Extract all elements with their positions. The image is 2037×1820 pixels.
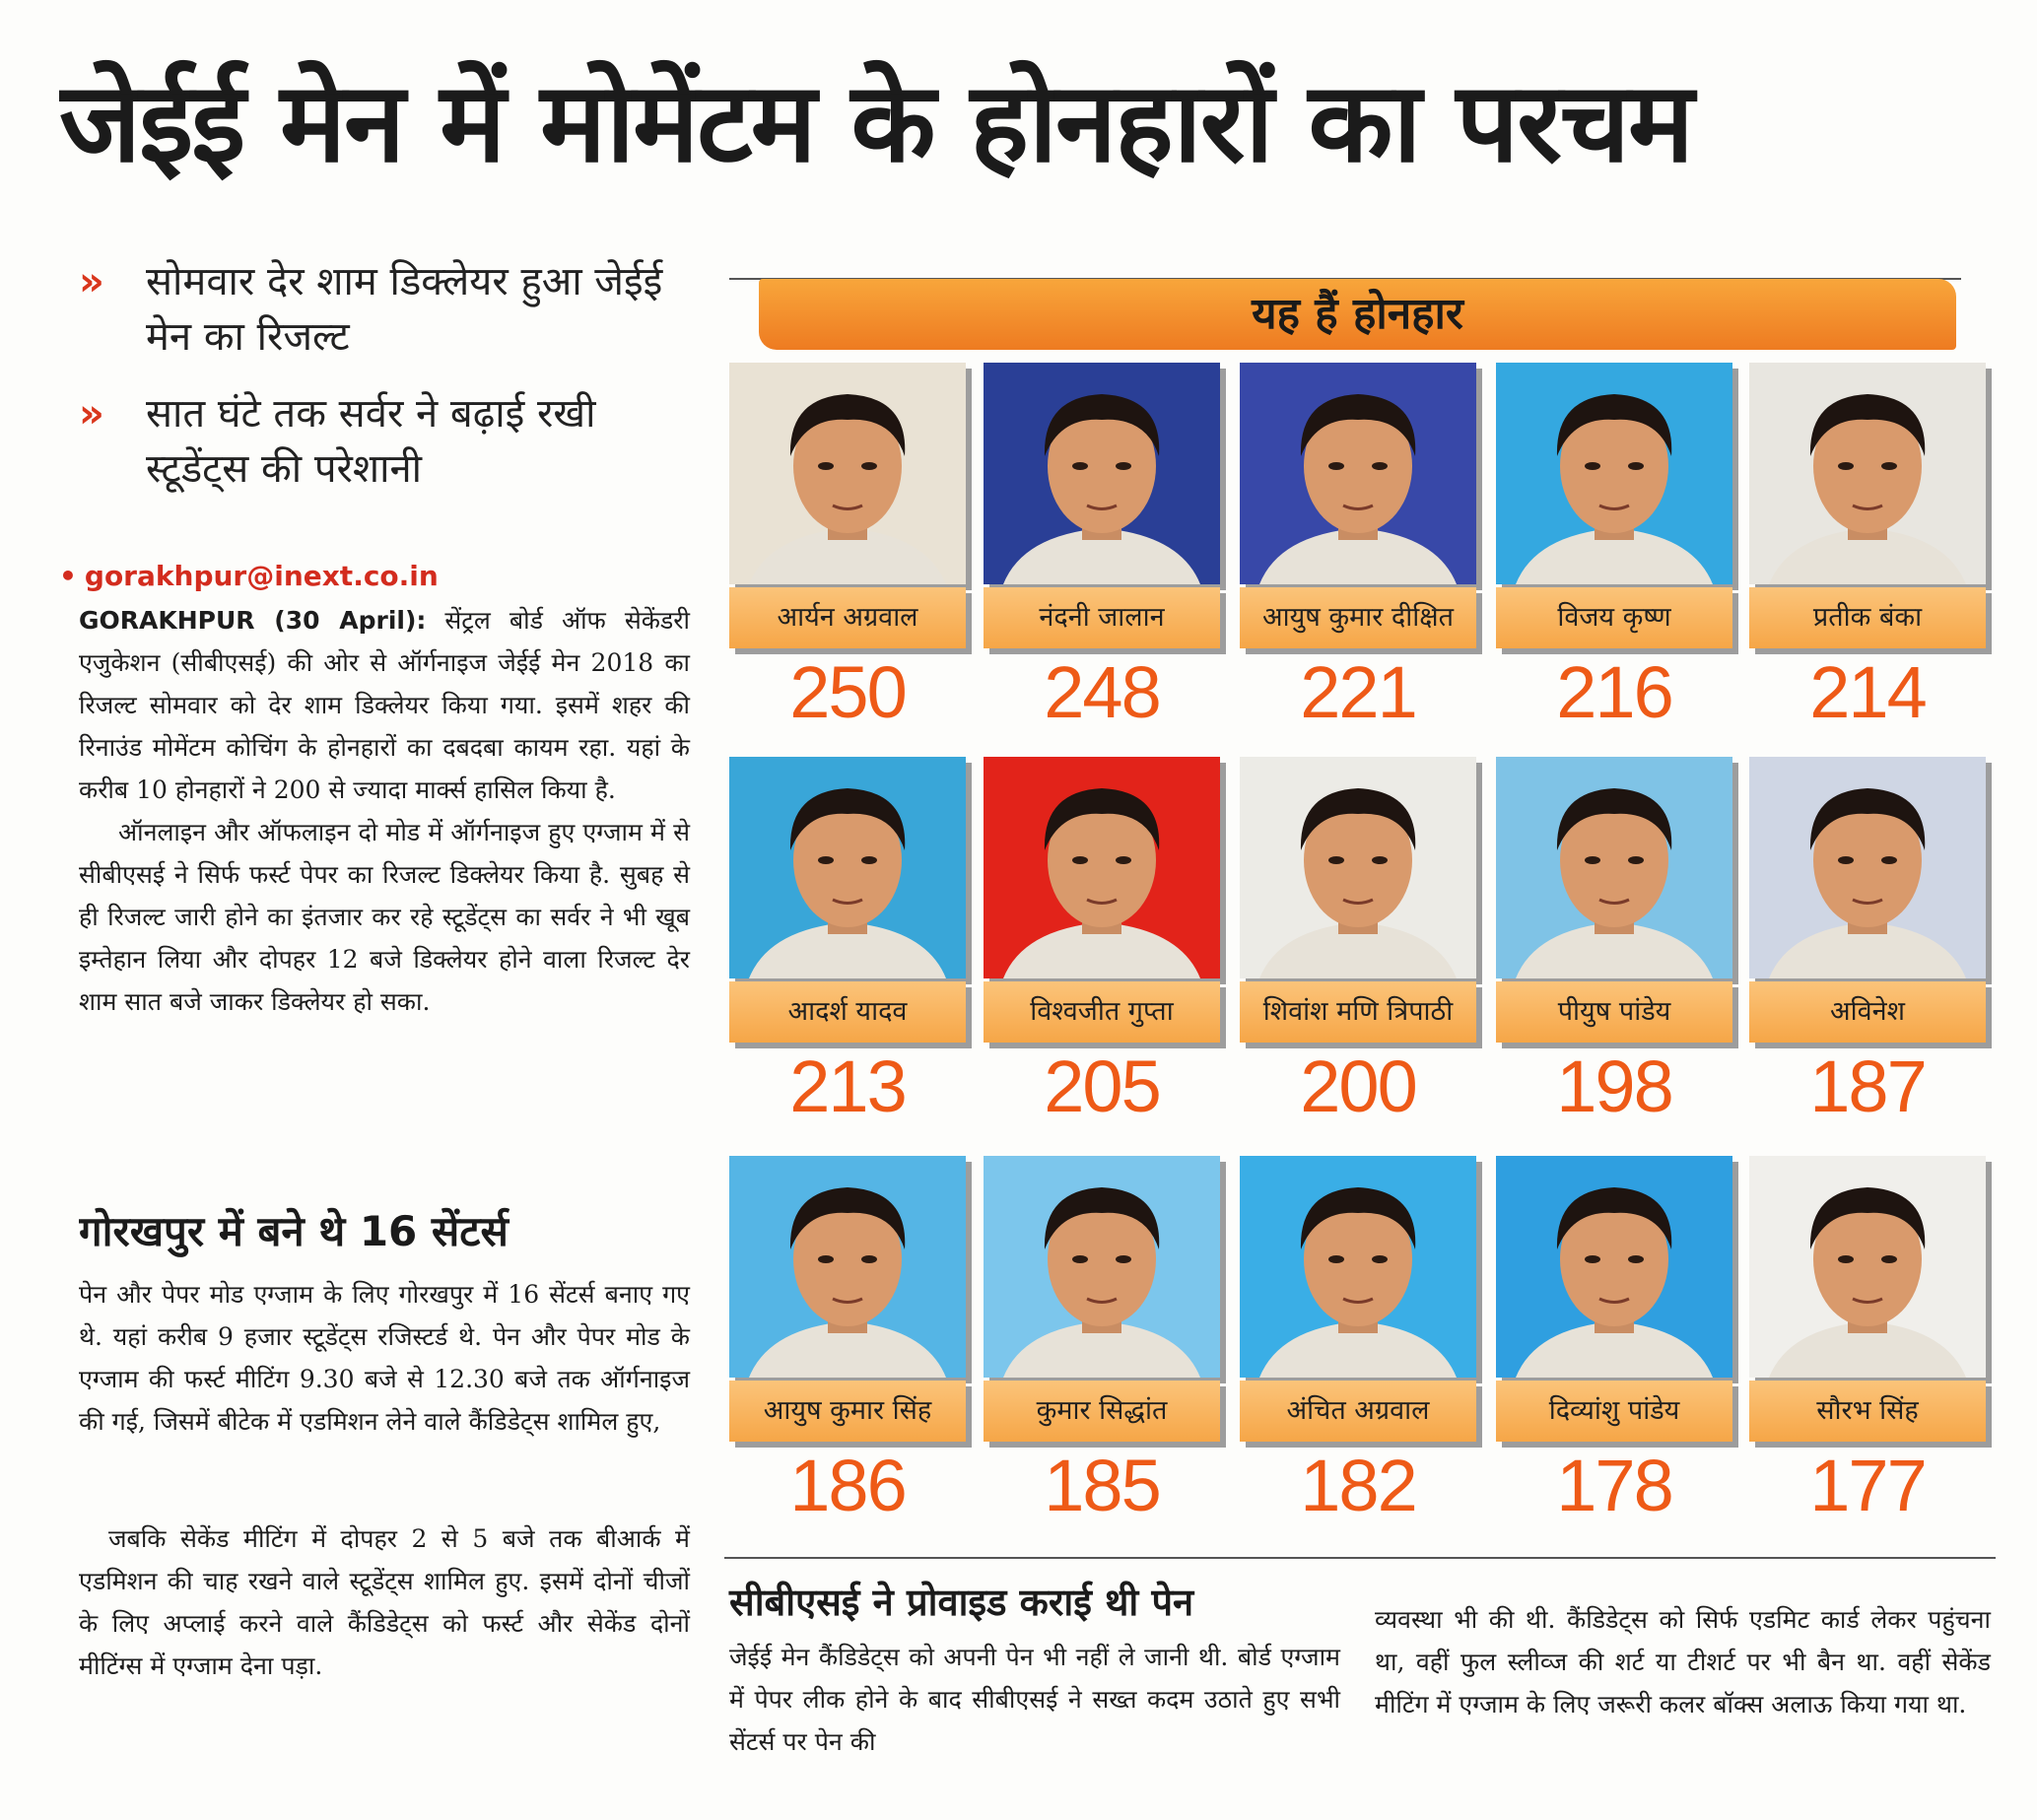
paragraph-1: सेंट्रल बोर्ड ऑफ सेकेंडरी एजुकेशन (सीबीएसई) की ओर से ऑर्गनाइज जेईई मेन 2018 का रिजल्ट सोमवार को देर शाम डिक्लेयर किया गया. इसमें शहर की रिनाउंड मोमेंटम कोचिंग के होनहारों का दबदबा कायम रहा. यहां के करीब 10 होनहारों ने 200 से ज्यादा मार्क्स हासिल किया है. — [79, 606, 690, 804]
chevron-bullet-icon: » — [79, 259, 97, 304]
paragraph-4: जबकि सेकेंड मीटिंग में दोपहर 2 से 5 बजे तक बीआर्क में एडमिशन की चाह रखने वाले स्टूडेंट्स शामिल हुए. इसमें दोनों चीजों के लिए अप्लाई करने वाले कैंडिडेट्स को फर्स्ट और सेकेंड दोनों मीटिंग्स में एग्जाम देना पड़ा. — [79, 1524, 690, 1680]
student-score: 198 — [1556, 1045, 1672, 1127]
left-eye — [1838, 1255, 1854, 1263]
student-photo — [1496, 363, 1732, 584]
topper-card — [1496, 363, 1732, 732]
left-eye — [1585, 856, 1600, 864]
student-photo — [1496, 757, 1732, 978]
bullet-point-2 — [79, 386, 690, 497]
email-credit — [59, 560, 439, 592]
student-photo — [1240, 1156, 1476, 1378]
topper-card — [984, 757, 1220, 1126]
student-name: प्रतीक बंका — [1749, 587, 1986, 648]
left-eye — [1585, 462, 1600, 470]
student-photo — [729, 1156, 966, 1378]
student-photo — [1749, 757, 1986, 978]
student-name: आयुष कुमार दीक्षित — [1240, 587, 1476, 648]
student-name: अंचित अग्रवाल — [1240, 1381, 1476, 1442]
student-photo — [729, 757, 966, 978]
topper-card — [1496, 757, 1732, 1126]
left-eye — [1585, 1255, 1600, 1263]
student-score: 214 — [1809, 651, 1926, 733]
left-eye — [1328, 1255, 1344, 1263]
subheading-pen: सीबीएसई ने प्रोवाइड कराई थी पेन — [729, 1581, 1194, 1624]
student-name: कुमार सिद्धांत — [984, 1381, 1220, 1442]
toppers-banner: यह हैं होनहार — [759, 279, 1956, 350]
student-photo — [984, 757, 1220, 978]
right-eye — [1881, 1255, 1897, 1263]
student-score: 200 — [1300, 1045, 1416, 1127]
paragraph-5: जेईई मेन कैंडिडेट्स को अपनी पेन भी नहीं ले जानी थी. बोर्ड एग्जाम में पेपर लीक होने के बाद सीबीएसई ने सख्त कदम उठाते हुए सभी सेंटर्स पर पेन की — [729, 1643, 1340, 1756]
left-eye — [1072, 1255, 1088, 1263]
topper-card — [984, 1156, 1220, 1525]
student-photo — [1749, 1156, 1986, 1378]
student-score: 213 — [789, 1045, 906, 1127]
topper-card — [1240, 1156, 1476, 1525]
left-eye — [1838, 856, 1854, 864]
paragraph-2: ऑनलाइन और ऑफलाइन दो मोड में ऑर्गनाइज हुए एग्जाम में से सीबीएसई ने सिर्फ फर्स्ट पेपर का रिजल्ट डिक्लेयर किया है. सुबह से ही रिजल्ट जारी होने का इंतजार कर रहे स्टूडेंट्स का सर्वर ने भी खूब इम्तेहान लिया और दोपहर 12 बजे डिक्लेयर होने वाला रिजल्ट देर शाम सात बजे जाकर डिक्लेयर हो सका. — [79, 818, 690, 1016]
right-eye — [861, 1255, 877, 1263]
topper-card — [729, 757, 966, 1126]
bullet-point-1 — [79, 254, 690, 365]
student-name: आदर्श यादव — [729, 981, 966, 1043]
right-eye — [1628, 462, 1644, 470]
student-name: सौरभ सिंह — [1749, 1381, 1986, 1442]
student-name: दिव्यांशु पांडेय — [1496, 1381, 1732, 1442]
paragraph-3: पेन और पेपर मोड एग्जाम के लिए गोरखपुर में 16 सेंटर्स बनाए गए थे. यहां करीब 9 हजार स्टूडेंट्स रजिस्टर्ड थे. पेन और पेपर मोड के एग्जाम की फर्स्ट मीटिंग 9.30 बजे से 12.30 बजे तक ऑर्गनाइज की गई, जिसमें बीटेक में एडमिशन लेने वाले कैंडिडेट्स शामिल हुए, — [79, 1280, 690, 1436]
topper-card — [1496, 1156, 1732, 1525]
right-eye — [861, 462, 877, 470]
student-name: आयुष कुमार सिंह — [729, 1381, 966, 1442]
left-eye — [1328, 856, 1344, 864]
chevron-bullet-icon: » — [79, 391, 97, 437]
topper-card — [729, 363, 966, 732]
right-eye — [1881, 462, 1897, 470]
headline: जेईई मेन में मोमेंटम के होनहारों का परचम — [59, 59, 1693, 187]
left-eye — [1072, 856, 1088, 864]
student-name: पीयुष पांडेय — [1496, 981, 1732, 1043]
left-eye — [1072, 462, 1088, 470]
topper-card — [1749, 1156, 1986, 1525]
student-photo — [729, 363, 966, 584]
student-photo — [984, 363, 1220, 584]
student-score: 182 — [1300, 1445, 1416, 1526]
student-photo — [984, 1156, 1220, 1378]
student-score: 221 — [1300, 651, 1416, 733]
left-eye — [818, 462, 834, 470]
right-eye — [1372, 1255, 1388, 1263]
student-name: अविनेश — [1749, 981, 1986, 1043]
student-score: 178 — [1556, 1445, 1672, 1526]
dateline: GORAKHPUR (30 April): — [79, 606, 427, 635]
email-address: gorakhpur@inext.co.in — [84, 560, 439, 592]
student-score: 187 — [1809, 1045, 1926, 1127]
topper-card — [1240, 363, 1476, 732]
topper-card — [1240, 757, 1476, 1126]
article-body-1 — [79, 599, 690, 1171]
student-photo — [1240, 757, 1476, 978]
right-eye — [861, 856, 877, 864]
student-name: शिवांश मणि त्रिपाठी — [1240, 981, 1476, 1043]
left-eye — [818, 1255, 834, 1263]
topper-card — [729, 1156, 966, 1525]
student-name: आर्यन अग्रवाल — [729, 587, 966, 648]
left-eye — [1838, 462, 1854, 470]
student-score: 205 — [1044, 1045, 1160, 1127]
right-eye — [1116, 1255, 1131, 1263]
right-eye — [1628, 856, 1644, 864]
bottom-rule — [724, 1557, 1996, 1559]
student-score: 216 — [1556, 651, 1672, 733]
student-score: 248 — [1044, 651, 1160, 733]
bullet-text: सात घंटे तक सर्वर ने बढ़ाई रखी स्टूडेंट्स की परेशानी — [146, 391, 596, 492]
student-name: नंदनी जालान — [984, 587, 1220, 648]
right-eye — [1628, 1255, 1644, 1263]
paragraph-6: व्यवस्था भी की थी. कैंडिडेट्स को सिर्फ एडमिट कार्ड लेकर पहुंचना था, वहीं फुल स्लीव्ज की शर्ट या टीशर्ट पर भी बैन था. वहीं सेकेंड मीटिंग में एग्जाम के लिए जरूरी कलर बॉक्स अलाऊ किया गया था. — [1375, 1605, 1991, 1719]
right-eye — [1372, 462, 1388, 470]
topper-card — [984, 363, 1220, 732]
bullet-dot-icon: • — [59, 560, 77, 592]
student-photo — [1496, 1156, 1732, 1378]
student-name: विजय कृष्ण — [1496, 587, 1732, 648]
student-name: विश्वजीत गुप्ता — [984, 981, 1220, 1043]
right-eye — [1116, 462, 1131, 470]
student-score: 177 — [1809, 1445, 1926, 1526]
subheading-centers: गोरखपुर में बने थे 16 सेंटर्स — [79, 1207, 509, 1255]
left-eye — [1328, 462, 1344, 470]
student-score: 185 — [1044, 1445, 1160, 1526]
bullet-text: सोमवार देर शाम डिक्लेयर हुआ जेईई मेन का रिजल्ट — [146, 259, 663, 360]
right-eye — [1881, 856, 1897, 864]
student-score: 250 — [789, 651, 906, 733]
right-eye — [1372, 856, 1388, 864]
student-photo — [1749, 363, 1986, 584]
student-score: 186 — [789, 1445, 906, 1526]
topper-card — [1749, 757, 1986, 1126]
left-eye — [818, 856, 834, 864]
topper-card — [1749, 363, 1986, 732]
right-eye — [1116, 856, 1131, 864]
student-photo — [1240, 363, 1476, 584]
